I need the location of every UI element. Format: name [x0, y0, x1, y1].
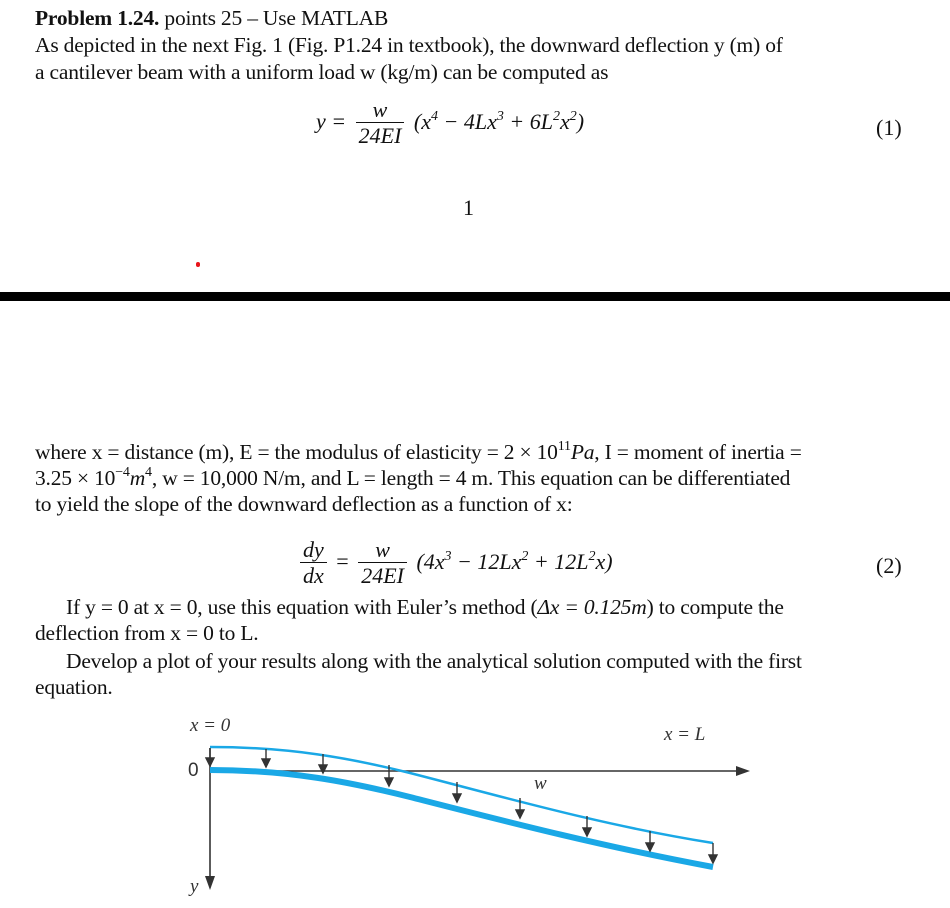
eq1-body: $(x^4 - 4Lx^3 + 6L^2x^2)$	[413, 108, 585, 134]
problem-points: points 25 – Use MATLAB	[164, 6, 389, 30]
red-marker-dot	[196, 262, 200, 267]
label-y-axis: y	[190, 876, 199, 897]
equation-1-number: (1)	[876, 115, 902, 140]
page-number: 1	[463, 195, 474, 220]
intro-line-2: a cantilever beam with a uniform load w (kg/m) can be computed as	[35, 60, 609, 84]
load-arrows	[206, 748, 717, 863]
equation-2: $\frac{dy}{dx}$ = $\frac{w}{24EI}$ $(4x^3 - 12Lx^2 + 12L^2x)$	[296, 538, 613, 589]
definitions-line-2: $3.25 \times 10^{-4}m^4$, w = 10,000 N/m, and L = length = 4 m. This equation can be differentiated	[35, 465, 791, 490]
eq1-lhs: y =	[316, 108, 347, 134]
deflected-beam	[210, 770, 713, 867]
equation-1	[316, 98, 584, 149]
eq2-body: $(4x^3 - 12Lx^2 + 12L^2x)$	[416, 548, 613, 574]
problem-heading: Problem 1.24.	[35, 6, 160, 30]
eq2-derivative: $\frac{dy}{dx}$	[300, 538, 327, 589]
load-line	[210, 747, 713, 843]
intro-line-1: As depicted in the next Fig. 1 (Fig. P1.24 in textbook), the downward deflection y (m) of	[35, 33, 783, 57]
x-axis-arrowhead	[736, 766, 750, 776]
label-x-equals-L: x = L	[664, 724, 706, 745]
instruction-line-2: deflection from x = 0 to L.	[35, 621, 259, 645]
instruction-line-4: equation.	[35, 675, 113, 699]
definitions-line-3: to yield the slope of the downward deflection as a function of x:	[35, 492, 573, 516]
instruction-line-3: Develop a plot of your results along with the analytical solution computed with the first	[66, 649, 802, 673]
label-x-equals-0: x = 0	[190, 715, 231, 736]
cantilever-beam-figure	[170, 710, 770, 903]
label-origin-zero: 0	[188, 760, 199, 781]
problem-heading-line	[35, 5, 388, 31]
label-load-w: w	[534, 773, 547, 794]
definitions-line-1: where x = distance (m), E = the modulus of elasticity = $2 \times 10^{11}Pa$, I = moment of inertia =	[35, 439, 802, 464]
eq1-fraction: $\frac{w}{24EI}$	[356, 98, 405, 149]
instruction-line-1: If y = 0 at x = 0, use this equation with Euler’s method (Δx = 0.125m) to compute the	[66, 595, 784, 619]
y-axis-arrowhead	[205, 876, 215, 890]
equation-2-number: (2)	[876, 553, 902, 578]
eq2-fraction: $\frac{w}{24EI}$	[358, 538, 407, 589]
page-separator	[0, 292, 950, 301]
